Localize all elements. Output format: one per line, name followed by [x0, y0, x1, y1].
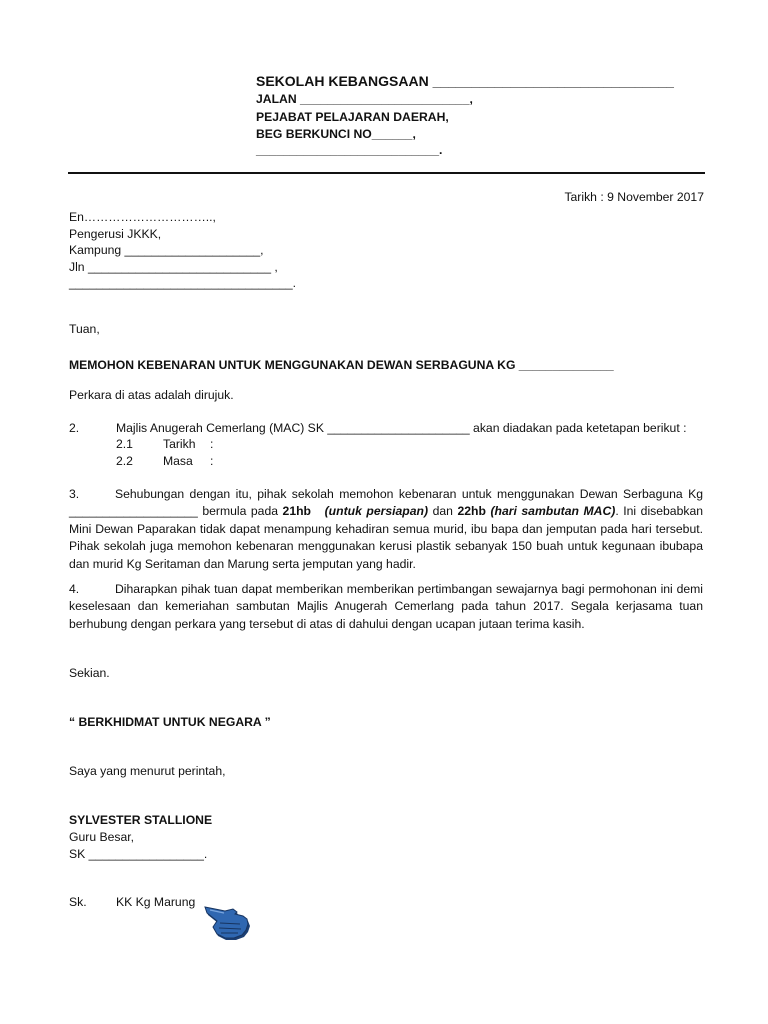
para3-date-1: 21hb [282, 504, 311, 519]
para2-number: 2. [69, 421, 80, 435]
item-2-1-label: Tarikh [163, 437, 196, 451]
item-2-2-label: Masa [163, 454, 193, 468]
item-2-2-colon: : [210, 454, 214, 468]
address-beg: BEG BERKUNCI NO______, [256, 127, 416, 141]
para3-number: 3. [69, 487, 80, 501]
para3-note-2: (hari sambutan MAC) [490, 504, 616, 519]
signatory-school: SK _________________. [69, 847, 208, 861]
signatory-name: SYLVESTER STALLIONE [69, 813, 213, 827]
school-name: SEKOLAH KEBANGSAAN _______________________________ [256, 73, 674, 89]
address-jalan: JALAN _________________________, [256, 92, 473, 106]
item-2-1-colon: : [210, 437, 214, 451]
para3-date-2: 22hb [457, 504, 486, 519]
para3-note-1: (untuk persiapan) [324, 504, 429, 519]
reference-line: Perkara di atas adalah dirujuk. [69, 388, 234, 402]
para3-text-2: dan [428, 504, 458, 519]
recipient-kampung: Kampung ____________________, [69, 243, 264, 257]
signatory-title: Guru Besar, [69, 830, 135, 844]
motto: “ BERKHIDMAT UNTUK NEGARA ” [69, 715, 271, 729]
para3-text-1: Sehubungan dengan itu, pihak sekolah memohon kebenaran untuk menggunakan Dewan Serbaguna Kg ___________________ bermula pada [69, 487, 703, 519]
address-office: PEJABAT PELAJARAN DAERAH, [256, 110, 449, 124]
address-blank: ___________________________. [256, 143, 443, 157]
item-2-1-number: 2.1 [116, 437, 133, 451]
recipient-jln: Jln ___________________________ , [69, 260, 278, 274]
para3-text-3: . Ini disebabkan Mini Dewan Paparakan tidak dapat menampung kehadiran semua murid, ibu bapa dan jemputan pada hari tersebut. Pihak sekolah juga memohon kebenaran menggunakan kerusi plastik sebanyak 150 buah untuk kegunaan ibubapa dan murid Kg Seritaman dan Marung serta jemputan yang hadir. [69, 504, 704, 571]
para4-text: Diharapkan pihak tuan dapat memberikan memberikan pertimbangan sewajarnya bagi permohonan ini demi keselesaan dan kemeriahan sambutan Majlis Anugerah Cemerlang pada tahun 2017. Segala kerjasama tuan berhubung dengan perkara yang tersebut di atas di dahului dengan ucapan jutaan terima kasih. [69, 582, 703, 631]
recipient-blank: _________________________________. [69, 276, 297, 290]
letter-date: Tarikh : 9 November 2017 [564, 190, 704, 204]
subject-line: MEMOHON KEBENARAN UNTUK MENGGUNAKAN DEWAN SERBAGUNA KG ______________ [69, 358, 614, 372]
obedient-line: Saya yang menurut perintah, [69, 764, 226, 778]
paragraph-4 [69, 581, 703, 633]
para4-number: 4. [69, 582, 80, 596]
item-2-2-number: 2.2 [116, 454, 133, 468]
paragraph-3 [69, 486, 703, 573]
para2-text: Majlis Anugerah Cemerlang (MAC) SK _____________________ akan diadakan pada ketetapan berikut : [116, 421, 687, 435]
recipient-name: En………………………….., [69, 210, 216, 224]
closing: Sekian. [69, 666, 110, 680]
salutation: Tuan, [69, 322, 100, 336]
header-divider [68, 172, 705, 174]
cc-label: Sk. [69, 895, 87, 909]
pointing-hand-icon [204, 903, 254, 943]
cc-recipient: KK Kg Marung [116, 895, 196, 909]
recipient-title: Pengerusi JKKK, [69, 227, 162, 241]
